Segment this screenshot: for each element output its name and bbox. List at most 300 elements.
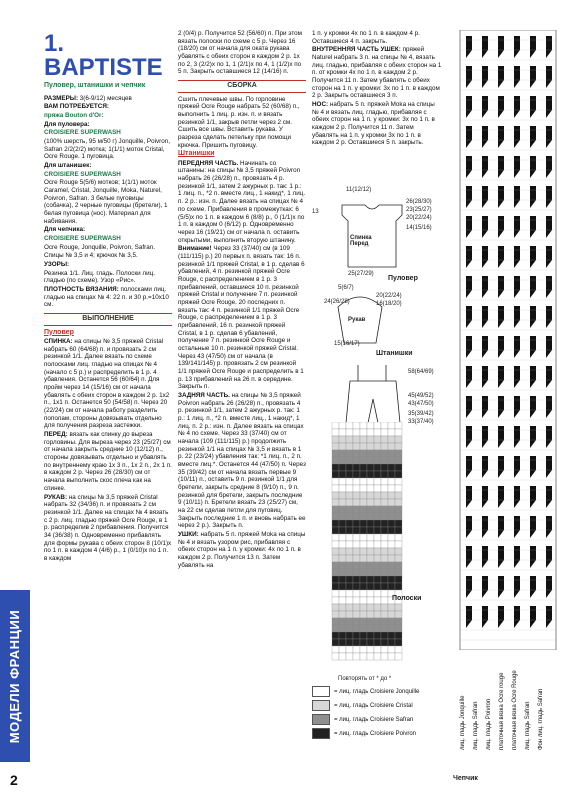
chart-cell xyxy=(367,513,374,520)
chart-cell xyxy=(395,625,402,632)
chart-cell xyxy=(395,450,402,457)
chart-cell xyxy=(374,457,381,464)
chart-cell xyxy=(367,443,374,450)
chart-cell xyxy=(381,618,388,625)
chart-cell xyxy=(360,548,367,555)
chart-cell xyxy=(332,562,339,569)
pattern-subtitle: Пуловер, штанишки и чепчик xyxy=(44,82,146,89)
chart-cell xyxy=(360,499,367,506)
chart-cell xyxy=(346,590,353,597)
chart-cell xyxy=(339,597,346,604)
dim-armhole: 14(15/16) xyxy=(406,225,432,231)
dim-sleeve-2: 24(26/28) xyxy=(324,299,350,305)
chart-cell xyxy=(332,520,339,527)
legend-item xyxy=(312,700,442,711)
chart-cell xyxy=(353,548,360,555)
assembly-instructions: Сшить плечевые швы. По горловине пряжей Ocre Rouge набрать 52 (60/68) п., выполнить 1 лиц. р. изн. п. и вязать резинкой 1/1, закрыв петли через 2 см. Сшить все швы. Вставить рукава. У разреза сделать петельку при помощи крючка. Пришить пуговицу. xyxy=(178,95,300,149)
chart-cell xyxy=(332,429,339,436)
cap-chart-labels xyxy=(452,650,560,750)
chart-cell xyxy=(388,457,395,464)
chart-cell xyxy=(332,639,339,646)
chart-cell xyxy=(346,541,353,548)
chart-cell xyxy=(332,604,339,611)
pullover-materials-label: Для пуловера: xyxy=(44,120,90,128)
cap-label: Чепчик xyxy=(453,775,478,782)
cap-chart xyxy=(452,30,560,650)
chart-cell xyxy=(339,513,346,520)
chart-cell xyxy=(367,597,374,604)
color-legend xyxy=(312,686,442,742)
chart-cell xyxy=(339,639,346,646)
chart-cell xyxy=(339,618,346,625)
chart-cell xyxy=(339,499,346,506)
chart-cell xyxy=(346,569,353,576)
chart-cell xyxy=(339,548,346,555)
chart-cell xyxy=(374,625,381,632)
chart-cell xyxy=(381,597,388,604)
chart-cell xyxy=(367,527,374,534)
dim-pants-3: 43(47/50) xyxy=(408,401,434,407)
chart-cell xyxy=(339,632,346,639)
section-sidebar xyxy=(0,590,30,762)
yarn-name: CROISIERE SUPERWASH xyxy=(44,234,121,242)
chart-cell xyxy=(374,597,381,604)
sleeve-label: Рукав xyxy=(348,317,366,323)
chart-cell xyxy=(388,541,395,548)
chart-cell xyxy=(388,513,395,520)
chart-cell xyxy=(360,457,367,464)
sleeve-instructions: РУКАВ: на спицы № 3,5 пряжей Cristal набрать 32 (34/36) п. и провязать 2 см резинкой 1/1. Далее на спицах № 4 вязать с 2 р. лиц. гладью пряжей Ocre Rouge, в 1 р. распределив 2 прибавления. Получится 34 (36/38) п. Одновременно прибавлять для формы рукава с обеих сторон 8 (10/1)х по 1 п. в каждом 4 (4/6) р., 1 (0/10)х по 1 п. в каждом xyxy=(44,493,172,562)
chart-cell xyxy=(374,422,381,429)
chart-cell xyxy=(332,513,339,520)
chart-cell xyxy=(374,653,381,660)
yarn-description: Ocre Rouge, Jonquille, Poivron, Safran. xyxy=(44,243,155,251)
chart-cell xyxy=(339,478,346,485)
chart-cell xyxy=(367,541,374,548)
chart-cell xyxy=(367,499,374,506)
chart-cell xyxy=(353,583,360,590)
chart-cell xyxy=(353,436,360,443)
chart-cell xyxy=(388,471,395,478)
chart-cell xyxy=(339,576,346,583)
chart-cell xyxy=(381,443,388,450)
chart-cell xyxy=(381,625,388,632)
materials-heading: ВАМ ПОТРЕБУЕТСЯ: xyxy=(44,103,109,111)
chart-cell xyxy=(388,625,395,632)
chart-cell xyxy=(346,520,353,527)
legend-swatch xyxy=(312,700,330,711)
chart-cell xyxy=(339,492,346,499)
chart-cell xyxy=(360,429,367,436)
chart-cell xyxy=(374,436,381,443)
chart-cell xyxy=(388,548,395,555)
chart-cell xyxy=(381,541,388,548)
chart-cell xyxy=(367,436,374,443)
chart-cell xyxy=(374,590,381,597)
chart-cell xyxy=(395,499,402,506)
chart-cell xyxy=(346,625,353,632)
cap-chart-label: платочная вязка Ocre rouge xyxy=(499,672,505,750)
chart-cell xyxy=(353,555,360,562)
chart-cell xyxy=(374,520,381,527)
chart-cell xyxy=(353,562,360,569)
pants-front: ПЕРЕДНЯЯ ЧАСТЬ. Начинать со штанины: на спицы № 3,5 пряжей Poivron набрать 26 (26/28) п., провязать 4 р. резинкой 1/1, затем 2 ажурных р. так: 1 р.: 1 лиц. п., *2 п. вместе лиц., 1 накид*, 1 лиц. п. 2 р.: изн. п. Далее вязать на спицах № 4 по схеме. Прибавления в промежутках: 6 (5/5)х по 1 п. в каждом 6 (8/8) р., 0 (1/1)х по 1 п. в каждом 0 (6/12) р. Одновременно через 16 (19/21) см от начала п. оставить открытыми, выполнить вторую штанину. xyxy=(178,159,306,244)
chart-cell xyxy=(339,429,346,436)
chart-cell xyxy=(346,443,353,450)
chart-cell xyxy=(360,618,367,625)
chart-cell xyxy=(367,576,374,583)
chart-cell xyxy=(395,443,402,450)
chart-cell xyxy=(332,576,339,583)
chart-cell xyxy=(360,632,367,639)
chart-cell xyxy=(367,534,374,541)
chart-cell xyxy=(346,555,353,562)
chart-cell xyxy=(346,513,353,520)
pants-materials-label: Для штанишек: xyxy=(44,161,92,169)
chart-cell xyxy=(360,646,367,653)
cap-chart-label: лиц. гладь Safran xyxy=(525,701,531,750)
chart-cell xyxy=(367,569,374,576)
dim-sleeve-1: 20(22/24) xyxy=(376,293,402,299)
chart-cell xyxy=(346,632,353,639)
dim-pants-2: 45(49/52) xyxy=(408,393,434,399)
chart-cell xyxy=(360,653,367,660)
chart-cell xyxy=(353,464,360,471)
chart-cell xyxy=(367,590,374,597)
yarn-description: (100% шерсть, 95 м/50 г) Jonquille, Poivron, Safran 2/2(2/2) мотка; 1(1/1) моток Cristal, Ocre Rouge. 1 пуговица. xyxy=(44,137,171,161)
chart-cell xyxy=(388,464,395,471)
yarn-description: Ocre Rouge 5(5/6) мотков; 1(1/1) моток Caramel, Cristal, Jonquille, Moka, Naturel, Poivron, Safran. 3 белые пуговицы (собачка), 2 черные пуговицы (бретели), 1 белая пуговица (нос). Материал для набивания. xyxy=(44,179,168,225)
sidebar-label: МОДЕЛИ ФРАНЦИИ xyxy=(7,609,23,743)
chart-cell xyxy=(360,611,367,618)
cap-chart-label: лиц. гладь Poivron xyxy=(486,698,492,750)
chart-cell xyxy=(381,499,388,506)
chart-cell xyxy=(395,618,402,625)
chart-cell xyxy=(388,583,395,590)
chart-cell xyxy=(353,541,360,548)
dim-height: 26(28/30) xyxy=(406,199,432,205)
chart-cell xyxy=(332,541,339,548)
chart-cell xyxy=(381,569,388,576)
chart-cell xyxy=(395,555,402,562)
dim-neck: 11(12/12) xyxy=(346,187,372,193)
chart-cell xyxy=(346,618,353,625)
chart-cell xyxy=(374,569,381,576)
chart-cell xyxy=(346,422,353,429)
chart-cell xyxy=(360,471,367,478)
chart-cell xyxy=(332,485,339,492)
chart-cell xyxy=(353,443,360,450)
chart-cell xyxy=(339,443,346,450)
chart-cell xyxy=(367,625,374,632)
chart-cell xyxy=(367,422,374,429)
assembly-heading: СБОРКА xyxy=(178,80,306,93)
chart-cell xyxy=(374,576,381,583)
dim-cuff: 15(16/17) xyxy=(334,341,360,347)
stripes-label: Полоски xyxy=(392,595,422,602)
yarn-name: CROISIERE SUPERWASH xyxy=(44,129,121,137)
chart-cell xyxy=(395,569,402,576)
chart-cell xyxy=(367,457,374,464)
chart-cell xyxy=(339,485,346,492)
chart-cell xyxy=(381,492,388,499)
ears-instructions: УШКИ: набрать 5 п. пряжей Моkа на спицы № 4 и вязать узором рис, прибавляя с обеих сторон на 1 п. у кромки: 4х по 1 п. в каждом 2 р. Получится 13 п. Затем убавлять на xyxy=(178,531,306,569)
gauge: ПЛОТНОСТЬ ВЯЗАНИЯ: полосками лиц. гладью на спицах № 4: 22 п. и 30 р.=10х10 см. xyxy=(44,285,169,309)
chart-cell xyxy=(353,639,360,646)
chart-cell xyxy=(346,597,353,604)
chart-cell xyxy=(388,611,395,618)
chart-cell xyxy=(346,506,353,513)
chart-cell xyxy=(339,604,346,611)
chart-cell xyxy=(332,492,339,499)
chart-cell xyxy=(339,625,346,632)
chart-cell xyxy=(346,436,353,443)
chart-cell xyxy=(395,506,402,513)
chart-cell xyxy=(367,485,374,492)
chart-cell xyxy=(395,492,402,499)
chart-cell xyxy=(381,464,388,471)
chart-cell xyxy=(381,527,388,534)
back-front-label: Спинка Перед xyxy=(350,235,372,247)
chart-cell xyxy=(339,653,346,660)
chart-cell xyxy=(395,653,402,660)
chart-cell xyxy=(395,534,402,541)
chart-cell xyxy=(360,590,367,597)
chart-cell xyxy=(388,478,395,485)
chart-cell xyxy=(381,583,388,590)
chart-cell xyxy=(395,541,402,548)
chart-cell xyxy=(381,506,388,513)
chart-cell xyxy=(388,534,395,541)
chart-cell xyxy=(367,555,374,562)
chart-cell xyxy=(360,464,367,471)
legend-swatch xyxy=(312,728,330,739)
chart-cell xyxy=(360,478,367,485)
chart-cell xyxy=(367,478,374,485)
chart-cell xyxy=(332,471,339,478)
chart-cell xyxy=(332,569,339,576)
chart-cell xyxy=(332,422,339,429)
chart-cell xyxy=(346,429,353,436)
chart-cell xyxy=(339,534,346,541)
chart-cell xyxy=(353,604,360,611)
chart-cell xyxy=(353,611,360,618)
chart-cell xyxy=(339,422,346,429)
page-title xyxy=(44,32,172,80)
chart-cell xyxy=(346,485,353,492)
chart-cell xyxy=(381,429,388,436)
chart-cell xyxy=(353,569,360,576)
chart-cell xyxy=(332,632,339,639)
chart-cell xyxy=(353,618,360,625)
chart-cell xyxy=(332,590,339,597)
chart-cell xyxy=(346,492,353,499)
chart-cell xyxy=(353,422,360,429)
chart-cell xyxy=(353,520,360,527)
chart-cell xyxy=(381,653,388,660)
chart-cell xyxy=(346,583,353,590)
cap-materials-label: Для чепчика: xyxy=(44,226,86,234)
instructions-column-1 xyxy=(44,30,172,564)
chart-cell xyxy=(332,653,339,660)
page-number: 2 xyxy=(10,772,18,788)
chart-cell xyxy=(360,541,367,548)
chart-cell xyxy=(339,555,346,562)
legend-item xyxy=(312,686,442,697)
chart-cell xyxy=(346,534,353,541)
chart-cell xyxy=(353,478,360,485)
chart-cell xyxy=(395,639,402,646)
chart-cell xyxy=(388,527,395,534)
chart-cell xyxy=(374,555,381,562)
chart-cell xyxy=(388,639,395,646)
chart-cell xyxy=(388,632,395,639)
chart-cell xyxy=(360,443,367,450)
chart-cell xyxy=(367,646,374,653)
cap-chart-label: лиц. гладь Jonquille xyxy=(460,695,466,750)
chart-cell xyxy=(360,569,367,576)
chart-cell xyxy=(395,576,402,583)
chart-cell xyxy=(388,450,395,457)
legend-swatch xyxy=(312,686,330,697)
chart-cell xyxy=(381,478,388,485)
chart-cell xyxy=(353,625,360,632)
inner-ears: ВНУТРЕННЯЯ ЧАСТЬ УШЕК: пряжей Naturel набрать 3 п. на спицы № 4, вязать лиц. гладью, прибавляя с обеих сторон на 1 п. от кромки 4х по 1 п. в каждом 2 р. Получится 11 п. Затем убавлять с обеих сторон на 1 п. у кромки: 3х по 1 п. в каждом 2 р. Закрыть оставшиеся 3 п. xyxy=(312,46,442,100)
chart-cell xyxy=(381,471,388,478)
chart-cell xyxy=(360,513,367,520)
instructions-column-2 xyxy=(178,30,306,570)
chart-cell xyxy=(353,534,360,541)
chart-cell xyxy=(381,562,388,569)
chart-cell xyxy=(381,646,388,653)
chart-cell xyxy=(395,548,402,555)
pullover-heading: Пуловер xyxy=(44,328,74,336)
chart-cell xyxy=(374,513,381,520)
chart-cell xyxy=(374,429,381,436)
chart-cell xyxy=(332,583,339,590)
chart-cell xyxy=(339,590,346,597)
chart-cell xyxy=(339,541,346,548)
yarn-brand: пряжа Bouton d'Or: xyxy=(44,111,104,119)
chart-cell xyxy=(374,450,381,457)
chart-cell xyxy=(395,611,402,618)
chart-cell xyxy=(381,590,388,597)
chart-cell xyxy=(346,548,353,555)
pullover-label: Пуловер xyxy=(388,275,418,282)
chart-cell xyxy=(367,548,374,555)
chart-cell xyxy=(381,576,388,583)
chart-cell xyxy=(353,499,360,506)
ears-continued: 1 п. у кромки 4х по 1 п. в каждом 4 р. Оставшиеся 4 п. закрыть. xyxy=(312,30,420,45)
legend-item xyxy=(312,728,442,739)
chart-cell xyxy=(346,604,353,611)
chart-cell xyxy=(388,485,395,492)
chart-cell xyxy=(374,506,381,513)
legend-label: = лиц. гладь Croisiere Safran xyxy=(334,716,414,723)
chart-cell xyxy=(381,534,388,541)
chart-cell xyxy=(395,429,402,436)
chart-cell xyxy=(332,464,339,471)
chart-cell xyxy=(353,632,360,639)
chart-cell xyxy=(395,527,402,534)
chart-cell xyxy=(360,520,367,527)
chart-cell xyxy=(381,457,388,464)
chart-cell xyxy=(367,562,374,569)
chart-cell xyxy=(395,520,402,527)
chart-cell xyxy=(360,639,367,646)
chart-cell xyxy=(388,492,395,499)
dim-pants-4: 35(39/42) xyxy=(408,411,434,417)
chart-cell xyxy=(374,492,381,499)
cap-chart-label: Фон лиц. гладь Safran xyxy=(538,688,544,750)
chart-cell xyxy=(360,597,367,604)
chart-cell xyxy=(339,457,346,464)
chart-cell xyxy=(374,639,381,646)
chart-cell xyxy=(360,604,367,611)
chart-cell xyxy=(367,611,374,618)
chart-cell xyxy=(374,604,381,611)
chart-cell xyxy=(381,422,388,429)
chart-cell xyxy=(374,478,381,485)
chart-cell xyxy=(332,478,339,485)
chart-cell xyxy=(353,646,360,653)
chart-cell xyxy=(339,611,346,618)
chart-cell xyxy=(395,464,402,471)
cap-chart-label: платочная вязка Ocre Rouge xyxy=(512,670,518,750)
chart-cell xyxy=(339,646,346,653)
chart-cell xyxy=(367,639,374,646)
chart-cell xyxy=(388,436,395,443)
chart-cell xyxy=(360,450,367,457)
chart-cell xyxy=(388,443,395,450)
chart-cell xyxy=(388,422,395,429)
chart-cell xyxy=(353,576,360,583)
chart-cell xyxy=(346,611,353,618)
chart-cell xyxy=(381,485,388,492)
chart-cell xyxy=(388,653,395,660)
chart-cell xyxy=(374,443,381,450)
chart-cell xyxy=(346,464,353,471)
chart-cell xyxy=(381,548,388,555)
chart-cell xyxy=(353,485,360,492)
chart-cell xyxy=(374,583,381,590)
chart-cell xyxy=(360,527,367,534)
chart-cell xyxy=(360,562,367,569)
chart-cell xyxy=(374,534,381,541)
stripes-chart xyxy=(312,422,442,672)
chart-cell xyxy=(367,604,374,611)
chart-cell xyxy=(353,429,360,436)
chart-cell xyxy=(367,464,374,471)
chart-cell xyxy=(339,527,346,534)
chart-cell xyxy=(381,611,388,618)
patterns-label: УЗОРЫ: xyxy=(44,260,70,268)
patterns: Резинка 1/1. Лиц. гладь. Полоски лиц. гладью (по схеме). Узор «Рис». xyxy=(44,269,155,285)
pattern-number: 1. xyxy=(44,30,65,57)
chart-cell xyxy=(388,646,395,653)
chart-cell xyxy=(332,457,339,464)
chart-cell xyxy=(374,618,381,625)
chart-cell xyxy=(388,506,395,513)
chart-cell xyxy=(374,464,381,471)
chart-cell xyxy=(360,422,367,429)
chart-cell xyxy=(367,429,374,436)
pants-heading: Штанишки xyxy=(178,150,215,158)
legend-label: = лиц. гладь Croisiere Cristal xyxy=(334,702,413,709)
chart-cell xyxy=(395,562,402,569)
chart-cell xyxy=(381,604,388,611)
chart-cell xyxy=(367,583,374,590)
